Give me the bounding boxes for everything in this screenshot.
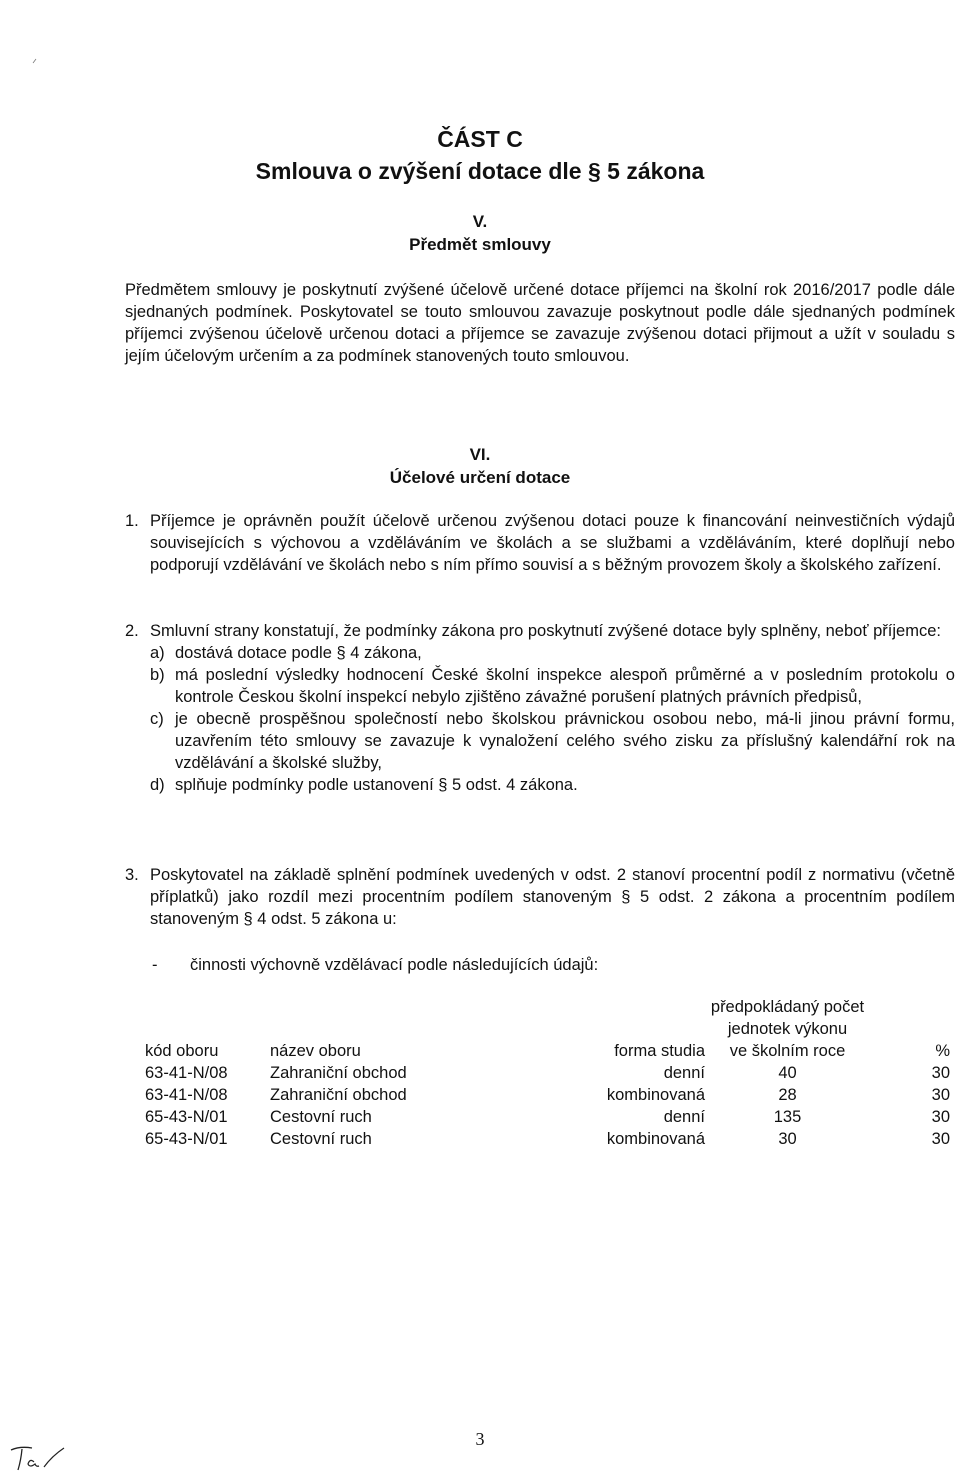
subitem-text: má poslední výsledky hodnocení České školní inspekce alespoň průměrné a v posledním protokolu o kontrole Českou školní inspekcí nebylo zjištěno závažné porušení platných právních předpisů, [175,666,955,706]
document-title-block [0,123,960,187]
section-v-number: V. [472,212,488,231]
item-number: 3. [125,866,139,884]
cell-code: 65-43-N/01 [145,1108,228,1126]
bullet-dash: - [152,956,158,974]
cell-code: 65-43-N/01 [145,1130,228,1148]
table-row [145,1062,950,1084]
section-vi-item-2 [125,620,955,796]
header-units [705,996,870,1062]
activity-bullet [152,954,598,976]
table-header-row [145,996,950,1062]
subitem-b [150,664,955,708]
cell-form: denní [663,1064,705,1082]
header-units-line-1: předpokládaný počet [710,998,865,1016]
cell-code: 63-41-N/08 [145,1064,228,1082]
subitem-a [150,642,955,664]
header-form: forma studia [614,1042,705,1060]
subitem-letter: a) [150,644,165,662]
cell-percent: 30 [931,1064,950,1082]
section-v-paragraph: Předmětem smlouvy je poskytnutí zvýšené účelově určené dotace příjemci na školní rok 2016/2017 podle dále sjednaných podmínek. Poskytovatel se touto smlouvou zavazuje poskytnout podle dále sjednaných podmínek příjemci zvýšenou účelově určenou dotaci a příjemce se zavazuje zvýšenou dotaci přijmout a užít v souladu s jejím účelovým určením a za podmínek stanovených touto smlouvou. [125,281,955,365]
subitem-c [150,708,955,774]
subitem-text: splňuje podmínky podle ustanovení § 5 odst. 4 zákona. [175,776,578,794]
section-v-title: Předmět smlouvy [409,235,551,254]
subitem-d [150,774,955,796]
item-number: 2. [125,622,139,640]
fields-of-study-table [145,996,950,1150]
part-label: ČÁST C [437,126,523,152]
cell-name: Cestovní ruch [270,1108,372,1126]
cell-code: 63-41-N/08 [145,1086,228,1104]
item-number: 1. [125,512,139,530]
cell-units: 135 [773,1108,802,1126]
cell-name: Zahraniční obchod [270,1064,407,1082]
header-code: kód oboru [145,1042,219,1060]
cell-form: denní [663,1108,705,1126]
subitem-letter: c) [150,710,164,728]
section-vi-item-3 [125,864,955,930]
header-name: název oboru [270,1042,361,1060]
cell-percent: 30 [931,1108,950,1126]
cell-percent: 30 [931,1086,950,1104]
section-v-heading [0,210,960,256]
cell-form: kombinovaná [606,1130,705,1148]
header-percent: % [935,1042,950,1060]
page-number: 3 [475,1429,485,1449]
contract-title: Smlouva o zvýšení dotace dle § 5 zákona [255,158,705,184]
bullet-text: činnosti výchovně vzdělávací podle následujících údajů: [190,956,599,974]
subitem-letter: d) [150,776,165,794]
header-units-line-3: ve školním roce [729,1042,846,1060]
section-vi-number: VI. [469,445,491,464]
item-intro: Smluvní strany konstatují, že podmínky zákona pro poskytnutí zvýšené dotace byly splněny, neboť příjemce: [150,622,941,640]
header-units-line-2: jednotek výkonu [727,1020,848,1038]
handwritten-initials [8,1440,78,1474]
item-text: Poskytovatel na základě splnění podmínek uvedených v odst. 2 stanoví procentní podíl z normativu (včetně příplatků) jako rozdíl mezi procentním podílem stanoveným § 5 odst. 2 zákona a procentním podílem stanoveným § 4 odst. 5 zákona u: [150,866,955,928]
cell-percent: 30 [931,1130,950,1148]
cell-name: Cestovní ruch [270,1130,372,1148]
scan-mark [32,58,38,64]
section-vi-title: Účelové určení dotace [389,468,571,487]
table-row [145,1106,950,1128]
item-body [150,620,955,796]
cell-form: kombinovaná [606,1086,705,1104]
cell-name: Zahraniční obchod [270,1086,407,1104]
subitem-text: dostává dotace podle § 4 zákona, [175,644,422,662]
section-vi-heading [0,443,960,489]
table-row [145,1084,950,1106]
subitem-text: je obecně prospěšnou společností nebo školskou právnickou osobou nebo, má-li jinou právní formu, uzavřením této smlouvy se zavazuje k vynaložení celého svého zisku za příslušný kalendářní rok na vzdělávání a školské služby, [175,710,955,772]
item-text: Příjemce je oprávněn použít účelově určenou zvýšenou dotaci pouze k financování neinvestičních výdajů souvisejících s výchovou a vzděláváním ve školách a se službami a vzděláváním, které doplňují nebo podporují vzdělávání ve školách nebo s ním přímo souvisí a s běžným provozem školy a školského zařízení. [150,512,955,574]
table-row [145,1128,950,1150]
cell-units: 30 [778,1130,797,1148]
section-vi-item-1 [125,510,955,576]
cell-units: 40 [778,1064,797,1082]
cell-units: 28 [778,1086,797,1104]
subitem-letter: b) [150,666,165,684]
